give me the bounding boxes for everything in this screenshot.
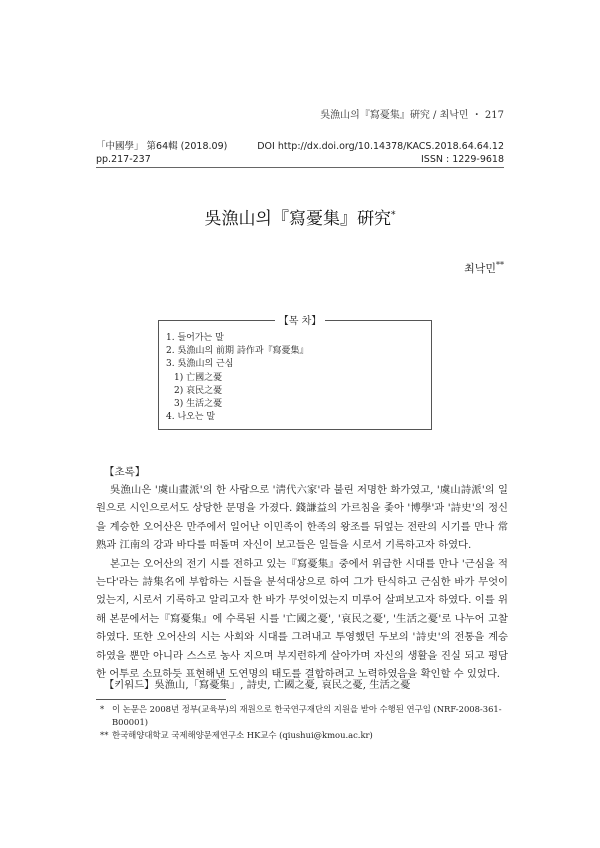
abstract-paragraph: 본고는 오어산의 전기 시를 전하고 있는『寫憂集』중에서 위급한 시대를 만나 '근심을 적는다'라는 詩集名에 부합하는 시들을 분석대상으로 하여 그가 탄식하고 근심한 바가 무엇이었는지, 시로서 기록하고 알리고자 한 바가 무엇이었는지 미루어 살펴보고자 하였다. 이를 위해 본문에서는『寫憂集』에 수록된 시를 '亡國之憂', '哀民之憂', '生活之憂'로 나누어 고찰하였다. 또한 오어산의 시는 사회와 시대를 그려내고 투영했던 두보의 '詩史'의 전통을 계승하였을 뿐만 아니라 스스로 농사 지으며 부지런하게 살아가며 자신의 생활을 진실 되고 평담한 어투로 소묘하듯 표현해낸 도연명의 태도를 결합하려고 노력하였음을 확인할 수 있었다. [96, 557, 508, 681]
toc-list [166, 332, 309, 424]
author [464, 260, 504, 276]
page-range: pp.217-237 [96, 154, 151, 165]
toc-item[interactable]: 2. 吳漁山의 前期 詩作과『寫憂集』 [166, 346, 309, 357]
paper-title [0, 204, 600, 229]
author-name: 최낙민 [464, 262, 496, 275]
abstract-label: 【초록】 [104, 466, 146, 478]
toc-item[interactable]: 1. 들어가는 말 [166, 333, 224, 343]
toc-subitem[interactable]: 2) 哀民之憂 [174, 385, 223, 396]
paper-title-text: 吳漁山의『寫憂集』硏究 [204, 209, 391, 229]
footnote-mark: ** [100, 730, 109, 740]
running-header: 吳漁山의『寫憂集』硏究 / 최낙민 ・ 217 [320, 110, 504, 121]
toc-label: 【목 차】 [275, 312, 325, 327]
toc-item[interactable]: 3. 吳漁山의 근심 [166, 359, 234, 370]
title-footnote-mark[interactable]: * [390, 210, 396, 221]
footnotes [100, 703, 508, 742]
footnote [100, 729, 508, 742]
toc-item[interactable]: 4. 나오는 말 [166, 412, 216, 423]
doi-link[interactable]: DOI http://dx.doi.org/10.14378/KACS.2018.64.64.12 [257, 141, 504, 152]
article-meta [96, 140, 504, 166]
footnote-divider [96, 699, 226, 700]
footnote-text: 한국해양대학교 국제해양문제연구소 HK교수 (qiushui@kmou.ac.kr) [112, 730, 373, 740]
abstract-paragraph: 吳漁山은 '虞山畫派'의 한 사람으로 '淸代六家'라 불린 저명한 화가였고, '虞山詩派'의 일원으로 시인으로서도 상당한 문명을 가졌다. 錢謙益의 가르침을 좇아 '博學'과 '詩史'의 정신을 계승한 오어산은 만주에서 일어난 이민족이 한족의 왕조를 뒤엎는 전란의 시기를 만나 常熟과 江南의 강과 바다를 떠돌며 자신이 보고들은 일들을 시로서 기록하고자 하였다. [96, 484, 508, 552]
journal-info: 「中國學」 第64輯 (2018.09) [96, 141, 228, 152]
abstract [96, 481, 508, 683]
toc-subitem[interactable]: 3) 生活之憂 [174, 399, 223, 410]
toc-subitem[interactable]: 1) 亡國之憂 [174, 372, 223, 383]
meta-divider [96, 167, 504, 168]
author-footnote-mark[interactable]: ** [496, 260, 504, 270]
keywords: 【키워드】吳漁山,「寫憂集」, 詩史, 亡國之憂, 哀民之憂, 生活之憂 [104, 679, 411, 691]
footnote-mark: * [100, 704, 105, 714]
footnote-text: 이 논문은 2008년 정부(교육부)의 재원으로 한국연구재단의 지원을 받아 수행된 연구임 (NRF-2008-361-B00001) [112, 704, 502, 727]
footnote [100, 703, 508, 729]
issn: ISSN : 1229-9618 [421, 154, 504, 165]
